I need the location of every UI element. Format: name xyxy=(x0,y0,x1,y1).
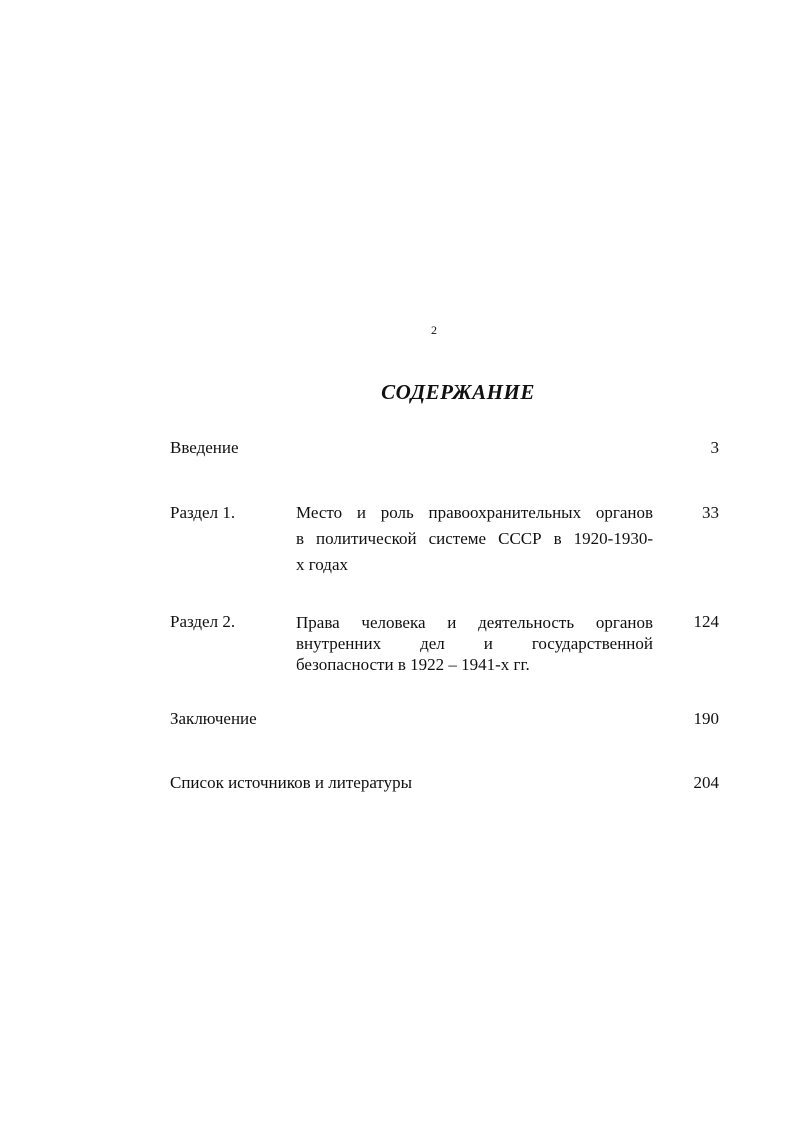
page-number: 2 xyxy=(431,323,437,337)
toc-entry-section2-label: Раздел 2. xyxy=(170,612,236,631)
toc-entry-introduction-label: Введение xyxy=(170,438,239,457)
toc-entry-section2-line: Права человека и деятельность органов xyxy=(296,613,653,632)
toc-entry-conclusion-page: 190 xyxy=(693,709,719,728)
toc-entry-introduction-page: 3 xyxy=(710,438,719,457)
toc-entry-section1-title xyxy=(296,500,653,578)
toc-entry-bibliography-page: 204 xyxy=(693,773,719,792)
toc-entry-conclusion-label: Заключение xyxy=(170,709,257,728)
toc-entry-section1-line: х годах xyxy=(296,555,349,574)
toc-entry-section2-line: безопасности в 1922 – 1941-х гг. xyxy=(296,655,530,674)
toc-entry-section1-line: Место и роль правоохранительных органов xyxy=(296,503,653,522)
toc-title: СОДЕРЖАНИЕ xyxy=(381,380,535,404)
toc-entry-section2-title xyxy=(296,612,653,675)
toc-entry-section1-line: в политической системе СССР в 1920-1930- xyxy=(296,529,653,548)
toc-entry-bibliography-label: Список источников и литературы xyxy=(170,773,413,792)
toc-entry-section1-page: 33 xyxy=(702,503,719,522)
toc-entry-section2-line: внутренних дел и государственной xyxy=(296,634,653,653)
toc-entry-section2-page: 124 xyxy=(693,612,719,631)
toc-entry-section1-label: Раздел 1. xyxy=(170,503,236,522)
